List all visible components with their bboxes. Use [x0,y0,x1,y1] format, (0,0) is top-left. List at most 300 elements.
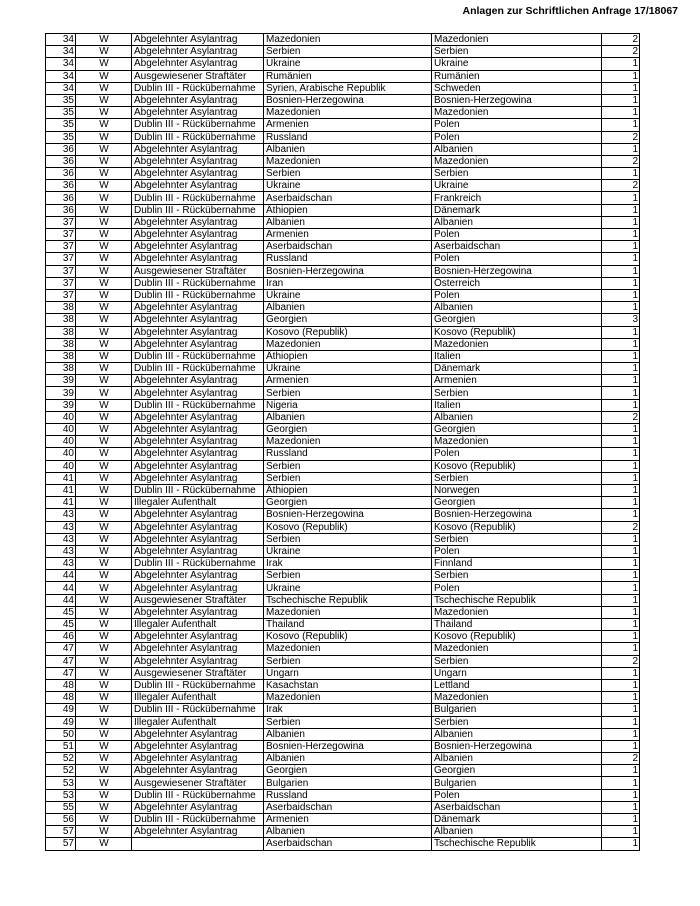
destination-cell: Mazedonien [432,643,602,655]
nationality-cell: Kosovo (Republik) [264,326,432,338]
table-row [46,497,640,509]
destination-cell: Albanien [432,753,602,765]
destination-cell: Serbien [432,168,602,180]
age-cell: 45 [46,606,76,618]
age-cell: 49 [46,716,76,728]
reason-cell: Abgelehnter Asylantrag [132,436,264,448]
sex-cell: W [76,570,132,582]
table-row [46,545,640,557]
reason-cell: Dublin III - Rückübernahme [132,679,264,691]
sex-cell: W [76,753,132,765]
count-cell: 1 [602,460,640,472]
count-cell: 1 [602,253,640,265]
nationality-cell: Mazedonien [264,338,432,350]
age-cell: 40 [46,436,76,448]
nationality-cell: Serbien [264,716,432,728]
nationality-cell: Tschechische Republik [264,594,432,606]
nationality-cell: Mazedonien [264,606,432,618]
nationality-cell: Aserbaidschan [264,241,432,253]
table-row [46,180,640,192]
sex-cell: W [76,631,132,643]
nationality-cell: Russland [264,448,432,460]
count-cell: 1 [602,801,640,813]
sex-cell: W [76,582,132,594]
nationality-cell: Russland [264,253,432,265]
reason-cell: Dublin III - Rückübernahme [132,131,264,143]
reason-cell [132,838,264,850]
count-cell: 1 [602,497,640,509]
age-cell: 57 [46,838,76,850]
table-row [46,740,640,752]
destination-cell: Mazedonien [432,692,602,704]
table-row [46,107,640,119]
nationality-cell: Kasachstan [264,679,432,691]
table-row [46,606,640,618]
nationality-cell: Serbien [264,46,432,58]
nationality-cell: Albanien [264,826,432,838]
count-cell: 1 [602,570,640,582]
sex-cell: W [76,814,132,826]
nationality-cell: Albanien [264,728,432,740]
sex-cell: W [76,716,132,728]
count-cell: 2 [602,155,640,167]
destination-cell: Lettland [432,679,602,691]
table-row [46,399,640,411]
reason-cell: Abgelehnter Asylantrag [132,765,264,777]
age-cell: 49 [46,704,76,716]
nationality-cell: Russland [264,789,432,801]
sex-cell: W [76,314,132,326]
sex-cell: W [76,399,132,411]
destination-cell: Bulgarien [432,777,602,789]
reason-cell: Abgelehnter Asylantrag [132,314,264,326]
sex-cell: W [76,168,132,180]
destination-cell: Aserbaidschan [432,801,602,813]
sex-cell: W [76,143,132,155]
destination-cell: Schweden [432,82,602,94]
age-cell: 36 [46,143,76,155]
reason-cell: Abgelehnter Asylantrag [132,241,264,253]
nationality-cell: Äthiopien [264,484,432,496]
nationality-cell: Albanien [264,216,432,228]
nationality-cell: Äthiopien [264,204,432,216]
reason-cell: Abgelehnter Asylantrag [132,509,264,521]
table-row [46,131,640,143]
count-cell: 1 [602,643,640,655]
nationality-cell: Armenien [264,375,432,387]
sex-cell: W [76,155,132,167]
age-cell: 43 [46,545,76,557]
count-cell: 1 [602,740,640,752]
age-cell: 50 [46,728,76,740]
sex-cell: W [76,436,132,448]
age-cell: 40 [46,460,76,472]
table-row [46,350,640,362]
destination-cell: Italien [432,399,602,411]
reason-cell: Dublin III - Rückübernahme [132,350,264,362]
nationality-cell: Mazedonien [264,107,432,119]
table-row [46,326,640,338]
sex-cell: W [76,350,132,362]
age-cell: 35 [46,94,76,106]
sex-cell: W [76,594,132,606]
table-row [46,192,640,204]
nationality-cell: Mazedonien [264,643,432,655]
sex-cell: W [76,521,132,533]
table-row [46,789,640,801]
nationality-cell: Mazedonien [264,692,432,704]
sex-cell: W [76,655,132,667]
table-row [46,119,640,131]
nationality-cell: Bosnien-Herzegowina [264,509,432,521]
reason-cell: Abgelehnter Asylantrag [132,94,264,106]
destination-cell: Finnland [432,558,602,570]
age-cell: 53 [46,777,76,789]
sex-cell: W [76,192,132,204]
table-row [46,58,640,70]
table-row [46,643,640,655]
reason-cell: Dublin III - Rückübernahme [132,558,264,570]
count-cell: 1 [602,558,640,570]
age-cell: 39 [46,375,76,387]
nationality-cell: Kosovo (Republik) [264,521,432,533]
nationality-cell: Thailand [264,619,432,631]
table-row [46,765,640,777]
destination-cell: Ukraine [432,180,602,192]
reason-cell: Dublin III - Rückübernahme [132,363,264,375]
sex-cell: W [76,119,132,131]
nationality-cell: Mazedonien [264,155,432,167]
count-cell: 1 [602,704,640,716]
age-cell: 38 [46,350,76,362]
age-cell: 48 [46,692,76,704]
table-row [46,229,640,241]
nationality-cell: Syrien, Arabische Republik [264,82,432,94]
table-row [46,143,640,155]
count-cell: 1 [602,424,640,436]
age-cell: 34 [46,34,76,46]
destination-cell: Kosovo (Republik) [432,460,602,472]
reason-cell: Dublin III - Rückübernahme [132,484,264,496]
sex-cell: W [76,70,132,82]
table-row [46,168,640,180]
count-cell: 1 [602,363,640,375]
count-cell: 2 [602,34,640,46]
nationality-cell: Armenien [264,119,432,131]
sex-cell: W [76,107,132,119]
table-row [46,241,640,253]
nationality-cell: Ukraine [264,545,432,557]
nationality-cell: Serbien [264,387,432,399]
sex-cell: W [76,838,132,850]
sex-cell: W [76,460,132,472]
destination-cell: Norwegen [432,484,602,496]
count-cell: 1 [602,679,640,691]
nationality-cell: Irak [264,704,432,716]
count-cell: 1 [602,631,640,643]
destination-cell: Albanien [432,216,602,228]
age-cell: 38 [46,338,76,350]
reason-cell: Dublin III - Rückübernahme [132,82,264,94]
age-cell: 34 [46,58,76,70]
table-row [46,94,640,106]
destination-cell: Polen [432,131,602,143]
nationality-cell: Irak [264,558,432,570]
table-row [46,728,640,740]
count-cell: 1 [602,777,640,789]
destination-cell: Mazedonien [432,436,602,448]
age-cell: 41 [46,472,76,484]
count-cell: 1 [602,338,640,350]
reason-cell: Abgelehnter Asylantrag [132,643,264,655]
sex-cell: W [76,448,132,460]
count-cell: 1 [602,82,640,94]
destination-cell: Polen [432,229,602,241]
sex-cell: W [76,34,132,46]
count-cell: 1 [602,168,640,180]
age-cell: 35 [46,119,76,131]
age-cell: 38 [46,314,76,326]
count-cell: 1 [602,277,640,289]
reason-cell: Abgelehnter Asylantrag [132,107,264,119]
reason-cell: Illegaler Aufenthalt [132,497,264,509]
age-cell: 47 [46,643,76,655]
nationality-cell: Mazedonien [264,436,432,448]
reason-cell: Abgelehnter Asylantrag [132,533,264,545]
nationality-cell: Serbien [264,655,432,667]
destination-cell: Frankreich [432,192,602,204]
reason-cell: Dublin III - Rückübernahme [132,277,264,289]
nationality-cell: Russland [264,131,432,143]
table-row [46,509,640,521]
destination-cell: Serbien [432,570,602,582]
count-cell: 1 [602,216,640,228]
age-cell: 40 [46,448,76,460]
age-cell: 47 [46,667,76,679]
reason-cell: Abgelehnter Asylantrag [132,302,264,314]
nationality-cell: Serbien [264,570,432,582]
age-cell: 40 [46,411,76,423]
sex-cell: W [76,692,132,704]
destination-cell: Bulgarien [432,704,602,716]
destination-cell: Rumänien [432,70,602,82]
count-cell: 1 [602,289,640,301]
table-row [46,82,640,94]
nationality-cell: Äthiopien [264,350,432,362]
reason-cell: Ausgewiesener Straftäter [132,265,264,277]
count-cell: 3 [602,314,640,326]
age-cell: 37 [46,289,76,301]
age-cell: 36 [46,192,76,204]
sex-cell: W [76,777,132,789]
destination-cell: Georgien [432,314,602,326]
nationality-cell: Iran [264,277,432,289]
age-cell: 40 [46,424,76,436]
table-row [46,716,640,728]
count-cell: 2 [602,655,640,667]
count-cell: 1 [602,94,640,106]
sex-cell: W [76,509,132,521]
age-cell: 38 [46,363,76,375]
reason-cell: Abgelehnter Asylantrag [132,424,264,436]
age-cell: 53 [46,789,76,801]
reason-cell: Ausgewiesener Straftäter [132,667,264,679]
table-row [46,411,640,423]
reason-cell: Ausgewiesener Straftäter [132,70,264,82]
sex-cell: W [76,265,132,277]
table-row [46,155,640,167]
destination-cell: Dänemark [432,363,602,375]
reason-cell: Abgelehnter Asylantrag [132,253,264,265]
reason-cell: Abgelehnter Asylantrag [132,545,264,557]
age-cell: 43 [46,509,76,521]
age-cell: 45 [46,619,76,631]
destination-cell: Kosovo (Republik) [432,631,602,643]
nationality-cell: Bulgarien [264,777,432,789]
count-cell: 1 [602,716,640,728]
sex-cell: W [76,94,132,106]
destination-cell: Albanien [432,826,602,838]
age-cell: 38 [46,326,76,338]
destination-cell: Österreich [432,277,602,289]
reason-cell: Abgelehnter Asylantrag [132,740,264,752]
count-cell: 1 [602,765,640,777]
table-row [46,265,640,277]
sex-cell: W [76,375,132,387]
age-cell: 36 [46,180,76,192]
count-cell: 2 [602,131,640,143]
table-row [46,338,640,350]
sex-cell: W [76,497,132,509]
nationality-cell: Serbien [264,472,432,484]
destination-cell: Polen [432,582,602,594]
destination-cell: Mazedonien [432,155,602,167]
destination-cell: Serbien [432,472,602,484]
nationality-cell: Armenien [264,814,432,826]
reason-cell: Illegaler Aufenthalt [132,619,264,631]
nationality-cell: Ukraine [264,180,432,192]
nationality-cell: Nigeria [264,399,432,411]
sex-cell: W [76,229,132,241]
table-row [46,582,640,594]
reason-cell: Dublin III - Rückübernahme [132,789,264,801]
age-cell: 48 [46,679,76,691]
table-row [46,484,640,496]
count-cell: 1 [602,375,640,387]
age-cell: 44 [46,570,76,582]
sex-cell: W [76,387,132,399]
count-cell: 2 [602,753,640,765]
sex-cell: W [76,241,132,253]
reason-cell: Abgelehnter Asylantrag [132,387,264,399]
sex-cell: W [76,558,132,570]
table-row [46,363,640,375]
table-row [46,753,640,765]
destination-cell: Bosnien-Herzegowina [432,509,602,521]
sex-cell: W [76,411,132,423]
table-row [46,777,640,789]
sex-cell: W [76,801,132,813]
sex-cell: W [76,484,132,496]
reason-cell: Abgelehnter Asylantrag [132,801,264,813]
destination-cell: Kosovo (Republik) [432,521,602,533]
destination-cell: Aserbaidschan [432,241,602,253]
count-cell: 1 [602,472,640,484]
reason-cell: Abgelehnter Asylantrag [132,606,264,618]
reason-cell: Abgelehnter Asylantrag [132,338,264,350]
table-row [46,655,640,667]
count-cell: 1 [602,350,640,362]
sex-cell: W [76,643,132,655]
table-row [46,533,640,545]
reason-cell: Abgelehnter Asylantrag [132,229,264,241]
nationality-cell: Bosnien-Herzegowina [264,94,432,106]
destination-cell: Serbien [432,655,602,667]
table-row [46,631,640,643]
reason-cell: Abgelehnter Asylantrag [132,180,264,192]
destination-cell: Serbien [432,533,602,545]
sex-cell: W [76,302,132,314]
table-row [46,472,640,484]
count-cell: 1 [602,838,640,850]
age-cell: 35 [46,107,76,119]
reason-cell: Abgelehnter Asylantrag [132,411,264,423]
count-cell: 1 [602,387,640,399]
sex-cell: W [76,131,132,143]
count-cell: 1 [602,265,640,277]
reason-cell: Abgelehnter Asylantrag [132,753,264,765]
reason-cell: Abgelehnter Asylantrag [132,570,264,582]
destination-cell: Mazedonien [432,34,602,46]
table-row [46,460,640,472]
reason-cell: Abgelehnter Asylantrag [132,631,264,643]
age-cell: 56 [46,814,76,826]
count-cell: 1 [602,692,640,704]
count-cell: 1 [602,143,640,155]
sex-cell: W [76,82,132,94]
count-cell: 1 [602,667,640,679]
sex-cell: W [76,789,132,801]
count-cell: 1 [602,594,640,606]
table-row [46,570,640,582]
destination-cell: Polen [432,289,602,301]
age-cell: 44 [46,594,76,606]
reason-cell: Abgelehnter Asylantrag [132,58,264,70]
count-cell: 1 [602,484,640,496]
nationality-cell: Georgien [264,497,432,509]
reason-cell: Illegaler Aufenthalt [132,692,264,704]
destination-cell: Albanien [432,411,602,423]
destination-cell: Serbien [432,46,602,58]
age-cell: 34 [46,70,76,82]
reason-cell: Dublin III - Rückübernahme [132,814,264,826]
destination-cell: Polen [432,789,602,801]
count-cell: 1 [602,326,640,338]
age-cell: 55 [46,801,76,813]
nationality-cell: Rumänien [264,70,432,82]
nationality-cell: Ungarn [264,667,432,679]
age-cell: 36 [46,204,76,216]
count-cell: 1 [602,826,640,838]
nationality-cell: Serbien [264,168,432,180]
destination-cell: Dänemark [432,814,602,826]
age-cell: 36 [46,155,76,167]
reason-cell: Abgelehnter Asylantrag [132,155,264,167]
nationality-cell: Ukraine [264,289,432,301]
age-cell: 41 [46,497,76,509]
count-cell: 1 [602,204,640,216]
table-row [46,277,640,289]
